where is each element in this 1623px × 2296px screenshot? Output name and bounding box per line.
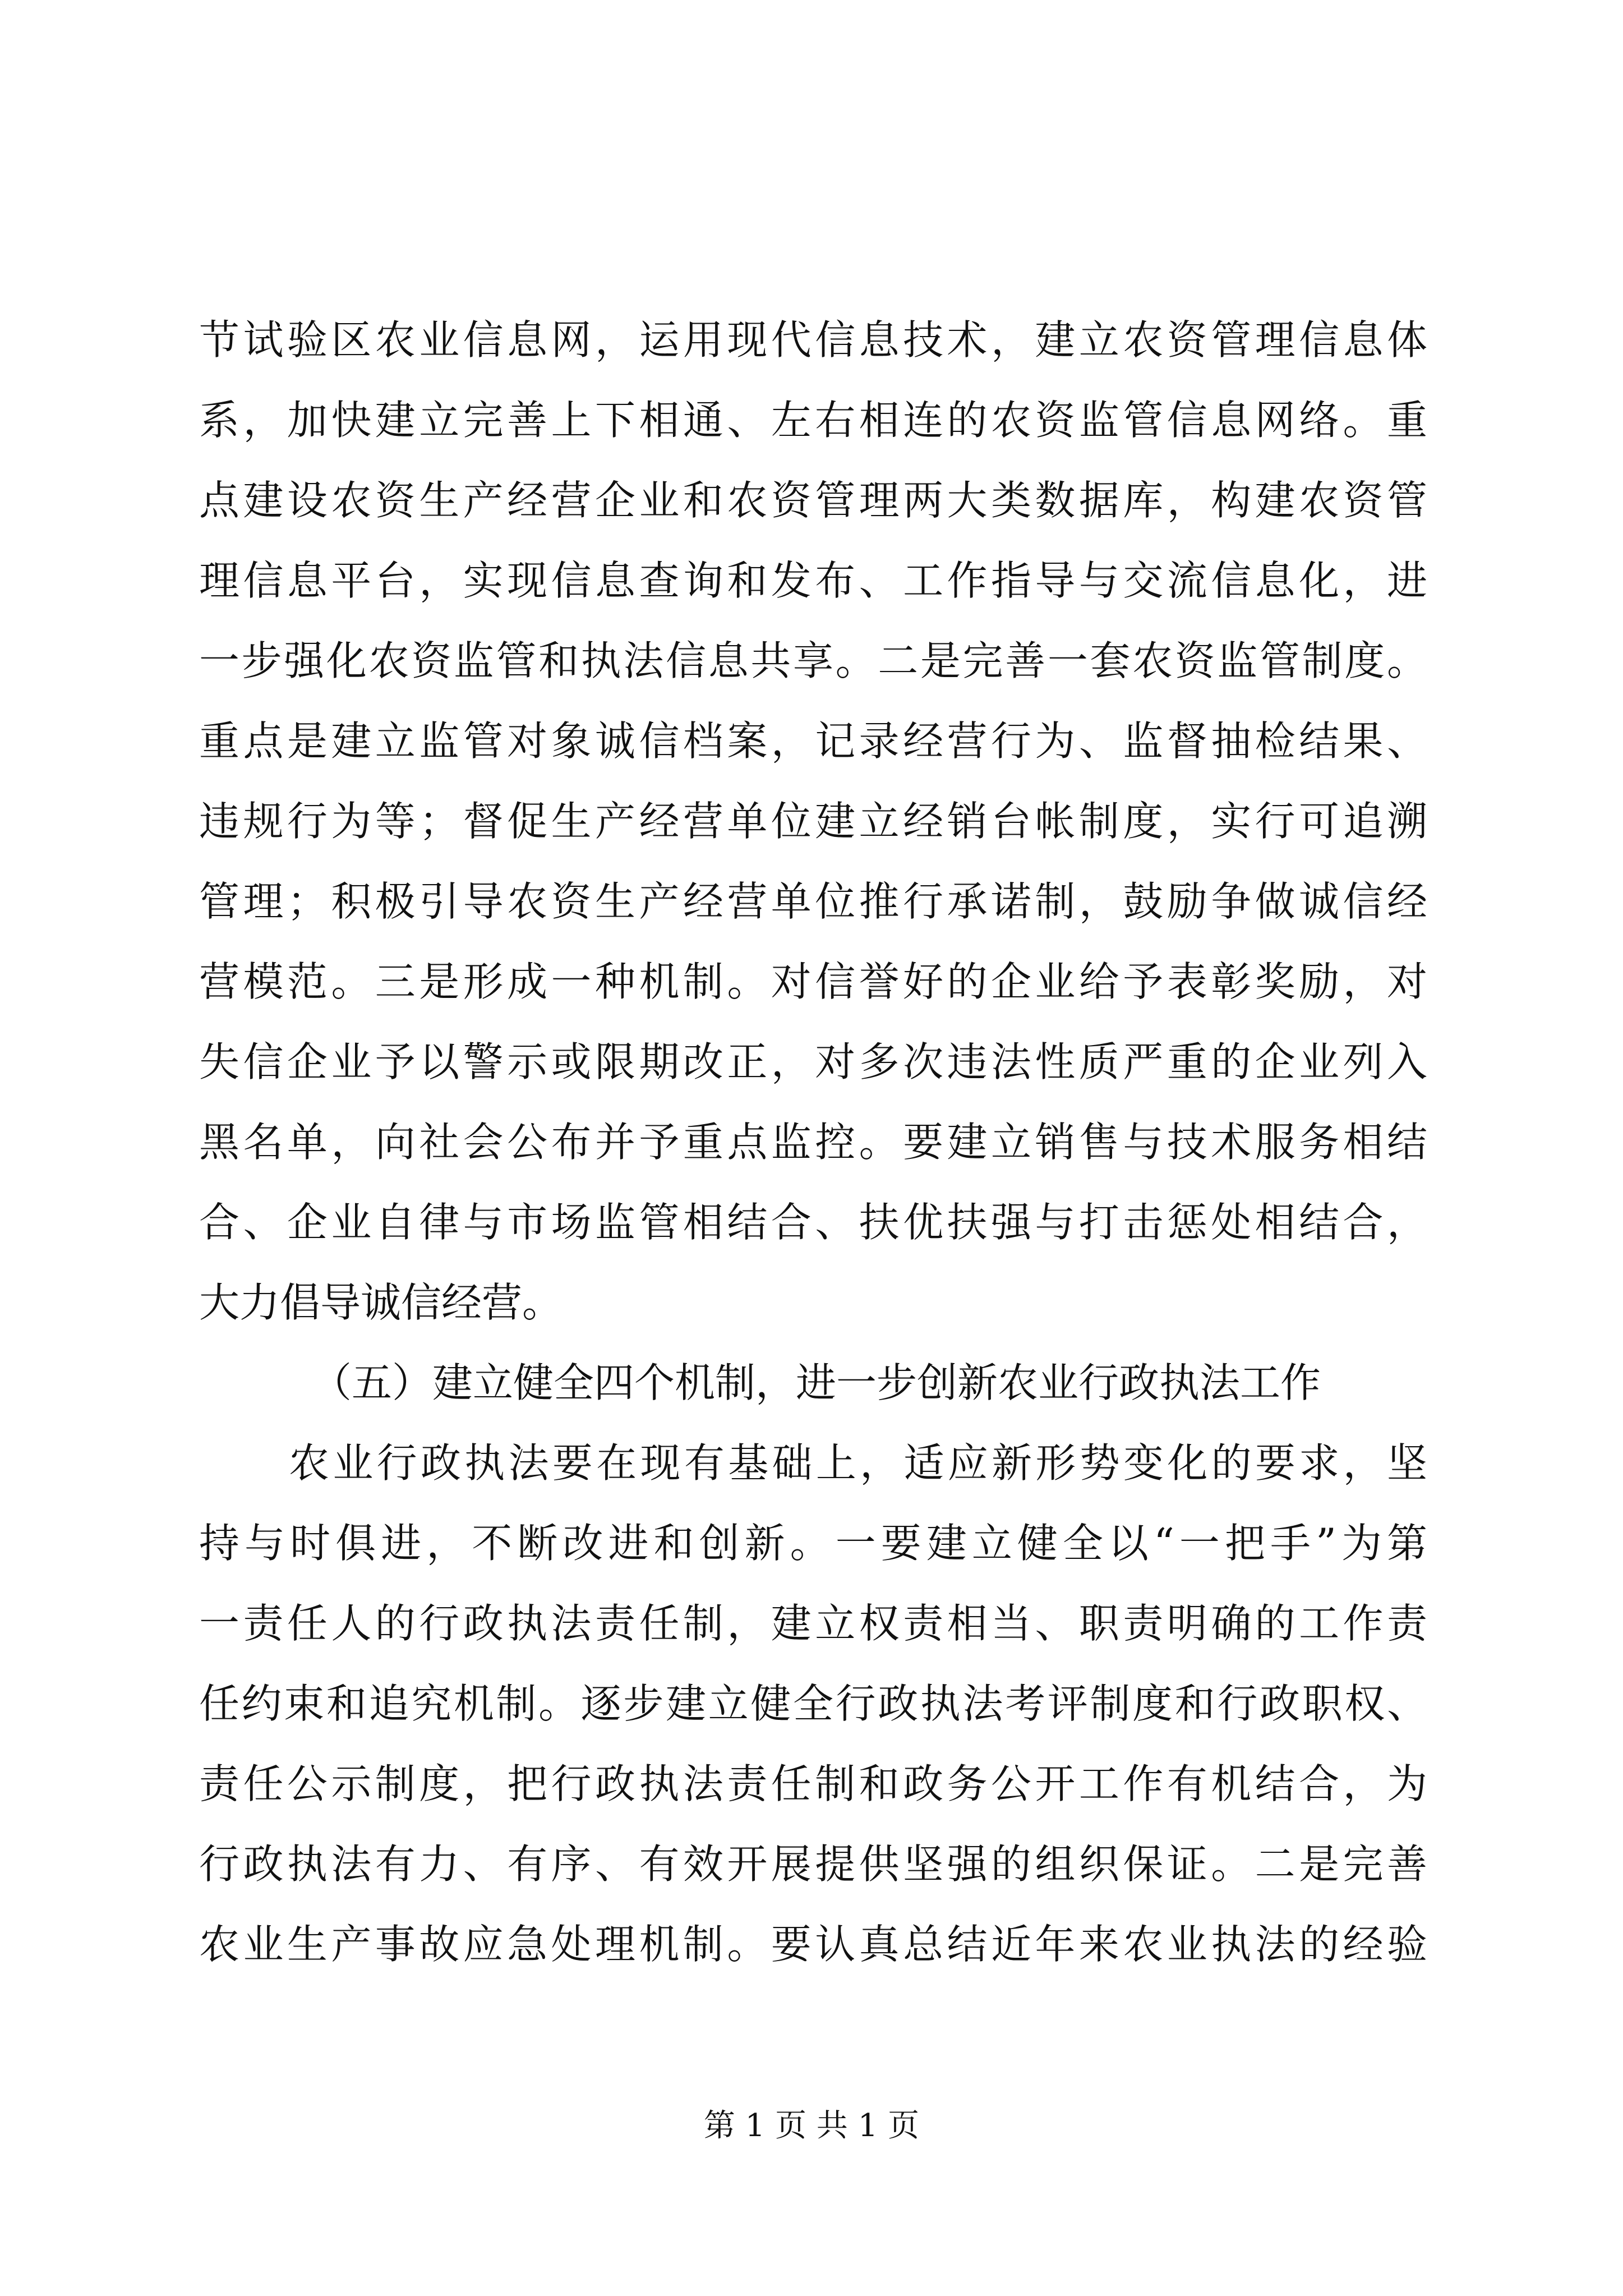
- paragraph-end-line: 大力倡导诚信经营。: [199, 1279, 563, 1326]
- text-line: 农业生产事故应急处理机制。要认真总结近年来农业执法的经验: [199, 1921, 1427, 1968]
- text-line: 失信企业予以警示或限期改正，对多次违法性质严重的企业列入: [199, 1038, 1427, 1085]
- text-line: 点建设农资生产经营企业和农资管理两大类数据库，构建农资管: [199, 477, 1427, 524]
- text-line: 系，加快建立完善上下相通、左右相连的农资监管信息网络。重: [199, 397, 1427, 444]
- text-line: 持与时俱进，不断改进和创新。一要建立健全以“一把手”为第: [199, 1520, 1427, 1567]
- text-line: 重点是建立监管对象诚信档案，记录经营行为、监督抽检结果、: [199, 717, 1427, 765]
- text-line: 任约束和追究机制。逐步建立健全行政执法考评制度和行政职权、: [199, 1680, 1427, 1727]
- text-line: 责任公示制度，把行政执法责任制和政务公开工作有机结合，为: [199, 1760, 1427, 1807]
- paragraph-first-line: 农业行政执法要在现有基础上，适应新形势变化的要求，坚: [289, 1439, 1427, 1487]
- text-line: 营模范。三是形成一种机制。对信誉好的企业给予表彰奖励，对: [199, 958, 1427, 1005]
- text-line: 合、企业自律与市场监管相结合、扶优扶强与打击惩处相结合，: [199, 1199, 1427, 1246]
- text-line: 行政执法有力、有序、有效开展提供坚强的组织保证。二是完善: [199, 1841, 1427, 1888]
- page-footer: [0, 2106, 1623, 2146]
- text-line: 黑名单，向社会公布并予重点监控。要建立销售与技术服务相结: [199, 1119, 1427, 1166]
- text-line: 违规行为等；督促生产经营单位建立经销台帐制度，实行可追溯: [199, 798, 1427, 845]
- text-line: 一步强化农资监管和执法信息共享。二是完善一套农资监管制度。: [199, 637, 1427, 684]
- text-line: 一责任人的行政执法责任制，建立权责相当、职责明确的工作责: [199, 1600, 1427, 1647]
- text-line: 理信息平台，实现信息查询和发布、工作指导与交流信息化，进: [199, 557, 1427, 604]
- section-heading: （五）建立健全四个机制，进一步创新农业行政执法工作: [311, 1359, 1321, 1406]
- text-line: 节试验区农业信息网，运用现代信息技术，建立农资管理信息体: [199, 316, 1427, 364]
- body-text: [199, 300, 1427, 1985]
- page-number-label: 第 1 页 共 1 页: [703, 2108, 920, 2144]
- text-line: 管理；积极引导农资生产经营单位推行承诺制，鼓励争做诚信经: [199, 878, 1427, 925]
